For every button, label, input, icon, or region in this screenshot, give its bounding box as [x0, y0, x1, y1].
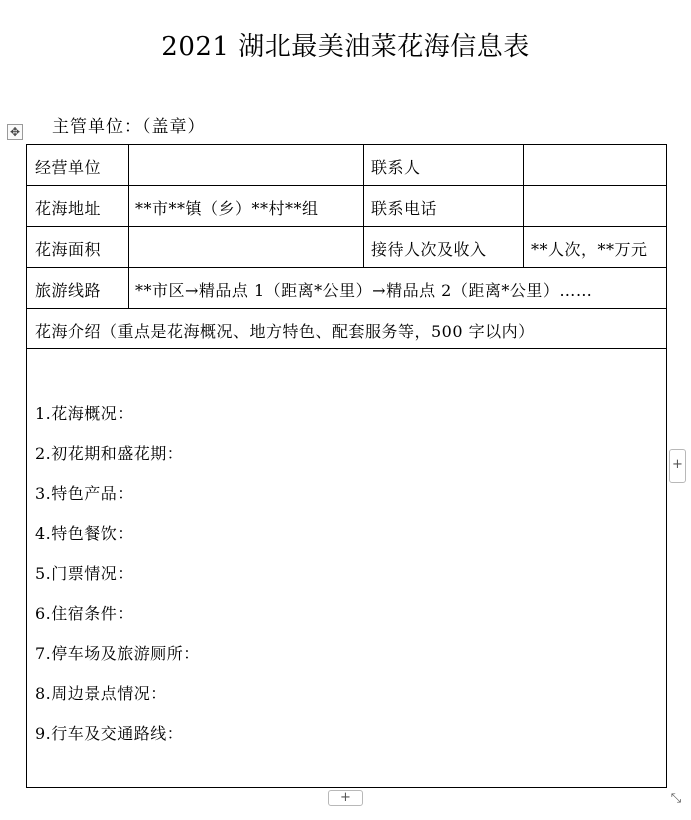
- intro-item[interactable]: 9.行车及交通路线：: [35, 724, 184, 743]
- move-icon: ✥: [9, 125, 21, 139]
- intro-item[interactable]: 2.初花期和盛花期：: [35, 444, 184, 463]
- cell-label-operator: 经营单位: [35, 158, 102, 177]
- col-divider: [523, 145, 524, 267]
- cell-value-visitors[interactable]: **人次，**万元: [531, 240, 648, 259]
- resize-icon: ⤡: [670, 791, 682, 806]
- col-divider: [128, 145, 129, 308]
- document-title: 2021 湖北最美油菜花海信息表: [161, 32, 530, 62]
- intro-header: 花海介绍（重点是花海概况、地方特色、配套服务等，500 字以内）: [35, 322, 535, 341]
- add-column-button[interactable]: [669, 449, 686, 483]
- add-row-button[interactable]: [328, 790, 363, 806]
- cell-label-area: 花海面积: [35, 240, 102, 259]
- info-table: [26, 144, 667, 788]
- intro-item[interactable]: 1.花海概况：: [35, 404, 134, 423]
- row-divider: [27, 267, 666, 268]
- table-move-handle[interactable]: [7, 124, 23, 140]
- intro-item[interactable]: 7.停车场及旅游厕所：: [35, 644, 200, 663]
- intro-item[interactable]: 3.特色产品：: [35, 484, 134, 503]
- cell-value-address[interactable]: **市**镇（乡）**村**组: [135, 199, 319, 218]
- intro-item[interactable]: 6.住宿条件：: [35, 604, 134, 623]
- cell-label-contact: 联系人: [371, 158, 421, 177]
- intro-item[interactable]: 8.周边景点情况：: [35, 684, 167, 703]
- intro-item[interactable]: 4.特色餐饮：: [35, 524, 134, 543]
- plus-icon: +: [340, 790, 351, 805]
- row-divider: [27, 185, 666, 186]
- intro-item[interactable]: 5.门票情况：: [35, 564, 134, 583]
- plus-icon: +: [672, 457, 683, 472]
- row-divider: [27, 348, 666, 349]
- row-divider: [27, 226, 666, 227]
- cell-label-address: 花海地址: [35, 199, 102, 218]
- row-divider: [27, 308, 666, 309]
- cell-label-phone: 联系电话: [371, 199, 438, 218]
- col-divider: [363, 145, 364, 267]
- cell-label-visitors: 接待人次及收入: [371, 240, 487, 259]
- table-resize-handle[interactable]: [667, 790, 685, 808]
- cell-value-route[interactable]: **市区→精品点 1（距离*公里）→精品点 2（距离*公里）……: [135, 281, 593, 300]
- cell-label-route: 旅游线路: [35, 281, 102, 300]
- supervisor-label: 主管单位：（盖章）: [52, 117, 206, 137]
